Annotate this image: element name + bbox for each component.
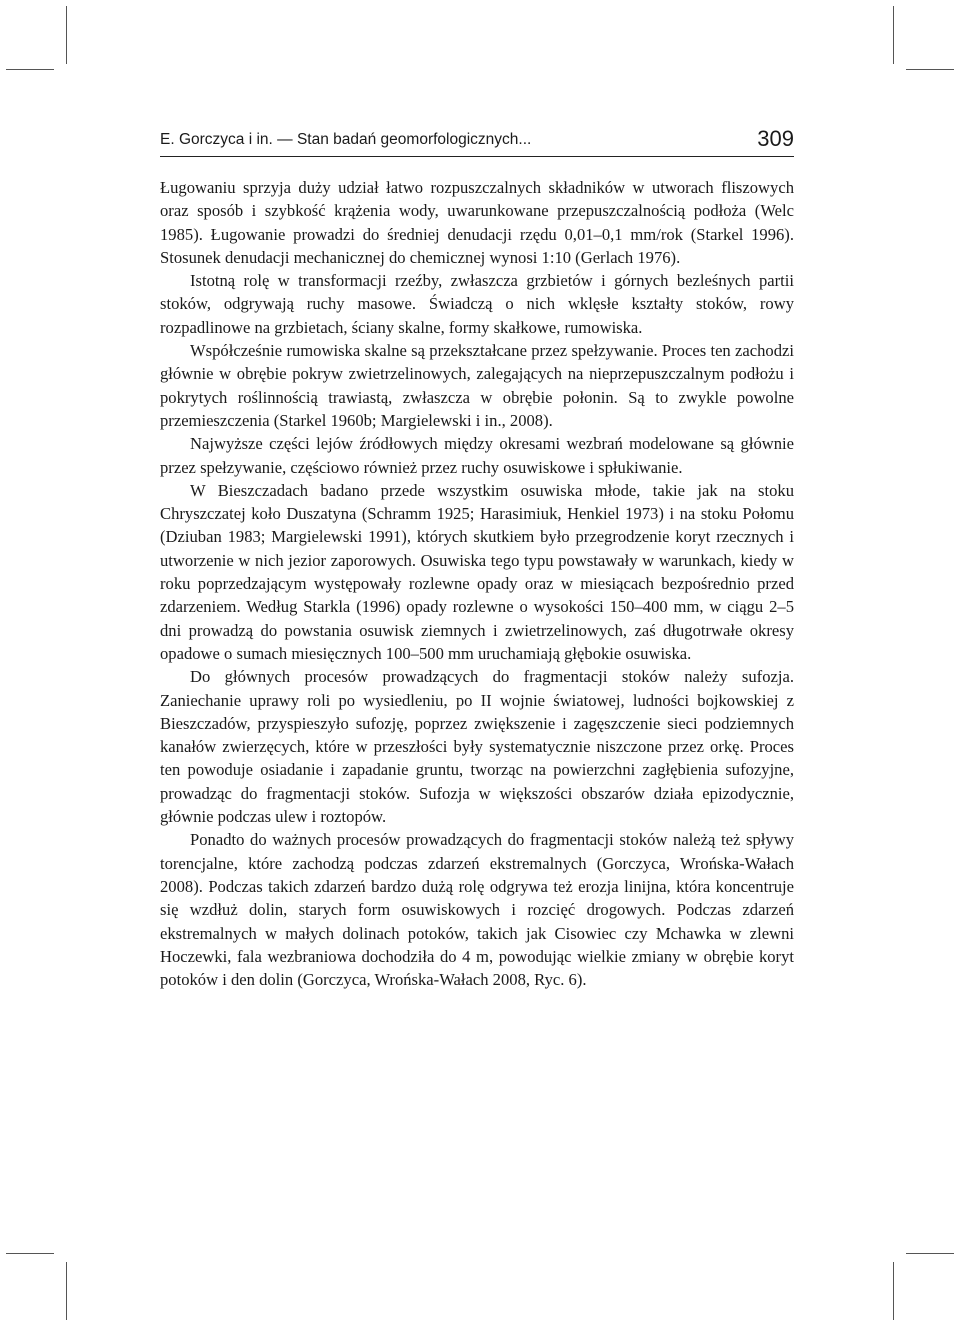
crop-mark-top-right-h [906,69,954,70]
page-number: 309 [757,126,794,151]
crop-mark-bottom-right-h [906,1253,954,1254]
paragraph: Ługowaniu sprzyja duży udział łatwo rozpuszczalnych składników w utworach fliszowych oraz sposób i szybkość krążenia wody, uwarunkowane przepuszczalnością podłoża (Welc 1985). Ługowanie prowadzi do średniej denudacji rzędu 0,01–0,1 mm/rok (Starkel 1996). Stosunek denudacji mechanicznej do chemicznej wynosi 1:10 (Gerlach 1976). [160,178,794,267]
crop-mark-bottom-left-h [6,1253,54,1254]
crop-mark-top-left-h [6,69,54,70]
paragraph: Współcześnie rumowiska skalne są przekształcane przez spełzywanie. Proces ten zachodzi głównie w obrębie pokryw zwietrzelinowych, zalegających na nieprzepuszczalnym podłożu i pokrytych roślinnością trawiastą, zwłaszcza w obrębie połonin. Są to zwykle powolne przemieszczenia (Starkel 1960b; Margielewski i in., 2008). [160,341,794,430]
crop-mark-bottom-left [66,1262,67,1320]
body-text [160,176,794,991]
paragraph: Ponadto do ważnych procesów prowadzących do fragmentacji stoków należą też spływy torencjalne, które zachodzą podczas zdarzeń ekstremalnych (Gorczyca, Wrońska-Wałach 2008). Podczas takich zdarzeń bardzo dużą rolę odgrywa też erozja linijna, która koncentruje się wzdłuż dolin, starych form osuwiskowych i rozcięć drogowych. Podczas zdarzeń ekstremalnych w małych dolinach potoków, takich jak Cisowiec czy Mchawka w zlewni Hoczewki, fala wezbraniowa dochodziła do 4 m, powodując wielkie zmiany w obrębie koryt potoków i den dolin (Gorczyca, Wrońska-Wałach 2008, Ryc. 6). [160,830,794,990]
paragraph: Najwyższe części lejów źródłowych między okresami wezbrań modelowane są głównie przez spełzywanie, częściowo również przez ruchy osuwiskowe i spłukiwanie. [160,434,794,477]
crop-mark-top-right [893,6,894,64]
crop-mark-bottom-right [893,1262,894,1320]
crop-mark-top-left [66,6,67,64]
paragraph: W Bieszczadach badano przede wszystkim osuwiska młode, takie jak na stoku Chryszczatej koło Duszatyna (Schramm 1925; Harasimiuk, Henkiel 1973) i na stoku Połomu (Dziuban 1983; Margielewski 1991), których skutkiem było przegrodzenie koryt rzecznych i utworzenie w nich jezior zaporowych. Osuwiska tego typu powstawały w warunkach, kiedy w roku poprzedzającym występowały rozlewne opady oraz w miesiącach bezpośrednio przed zdarzeniem. Według Starkla (1996) opady rozlewne o wysokości 150–400 mm, w ciągu 2–5 dni prowadzą do powstania osuwisk ziemnych i zwietrzelinowych, zaś długotrwałe okresy opadowe o sumach miesięcznych 100–500 mm uruchamiają głębokie osuwiska. [160,480,794,663]
paragraph: Istotną rolę w transformacji rzeźby, zwłaszcza grzbietów i górnych bezleśnych partii stoków, odgrywają ruchy masowe. Świadczą o nich wklęsłe kształty stoków, rowy rozpadlinowe na grzbietach, ściany skalne, formy skałkowe, rumowiska. [160,271,794,337]
running-head: E. Gorczyca i in. — Stan badań geomorfologicznych... [160,131,532,148]
paragraph: Do głównych procesów prowadzących do fragmentacji stoków należy sufozja. Zaniechanie uprawy roli po wysiedleniu, po II wojnie światowej, ludności bojkowskiej z Bieszczadów, przyspieszyło sufozję, poprzez zwiększenie i zagęszczenie sieci podziemnych kanałów zwierzęcych, które w przeszłości były systematycznie niszczone przez orkę. Proces ten powoduje osiadanie i zapadanie gruntu, tworząc na powierzchni zagłębienia sufozyjne, prowadząc do fragmentacji stoków. Sufozja w większości obszarów działa epizodycznie, głównie podczas ulew i roztopów. [160,667,794,827]
page-header [160,124,794,157]
